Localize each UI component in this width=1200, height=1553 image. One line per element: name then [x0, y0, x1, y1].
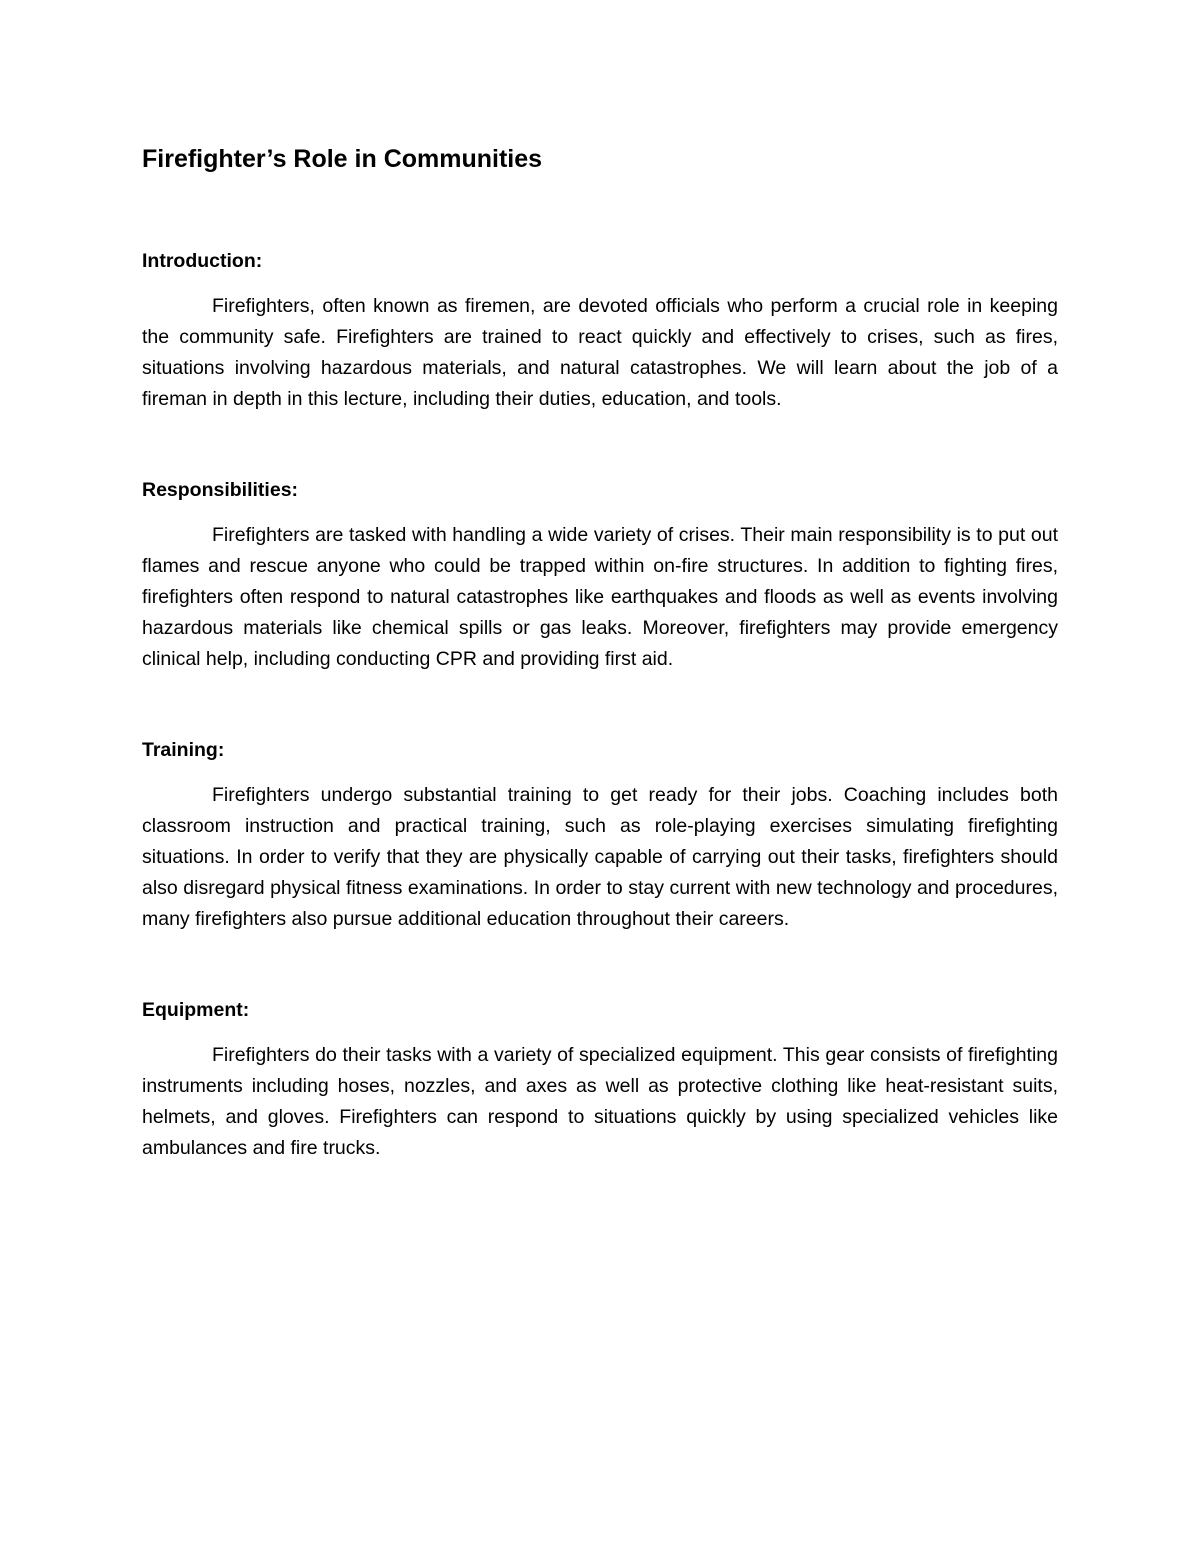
section-body-responsibilities: Firefighters are tasked with handling a wide variety of crises. Their main responsibility is to put out flames and rescue anyone who could be trapped within on-fire structures. In addition to fighting fires, firefighters often respond to natural catastrophes like earthquakes and floods as well as events involving hazardous materials like chemical spills or gas leaks. Moreover, firefighters may provide emergency clinical help, including conducting CPR and providing first aid. — [142, 524, 1058, 670]
section-body-training: Firefighters undergo substantial training to get ready for their jobs. Coaching includes both classroom instruction and practical training, such as role-playing exercises simulating firefighting situations. In order to verify that they are physically capable of carrying out their tasks, firefighters should also disregard physical fitness examinations. In order to stay current with new technology and procedures, many firefighters also pursue additional education throughout their careers. — [142, 784, 1058, 930]
section-heading-training: Training: — [142, 739, 225, 761]
section-heading-responsibilities: Responsibilities: — [142, 479, 299, 501]
section-heading-introduction: Introduction: — [142, 250, 263, 272]
document-title: Firefighter’s Role in Communities — [142, 145, 543, 173]
section-body-equipment: Firefighters do their tasks with a variety of specialized equipment. This gear consists of firefighting instruments including hoses, nozzles, and axes as well as protective clothing like heat-resistant suits, helmets, and gloves. Firefighters can respond to situations quickly by using specialized vehicles like ambulances and fire trucks. — [142, 1044, 1058, 1159]
document-content — [142, 142, 1058, 1224]
section-heading-equipment: Equipment: — [142, 999, 250, 1021]
section-introduction — [142, 246, 1058, 415]
section-equipment — [142, 995, 1058, 1164]
section-training — [142, 735, 1058, 935]
section-body-introduction: Firefighters, often known as firemen, are devoted officials who perform a crucial role in keeping the community safe. Firefighters are trained to react quickly and effectively to crises, such as fires, situations involving hazardous materials, and natural catastrophes. We will learn about the job of a fireman in depth in this lecture, including their duties, education, and tools. — [142, 295, 1058, 410]
section-responsibilities — [142, 475, 1058, 675]
